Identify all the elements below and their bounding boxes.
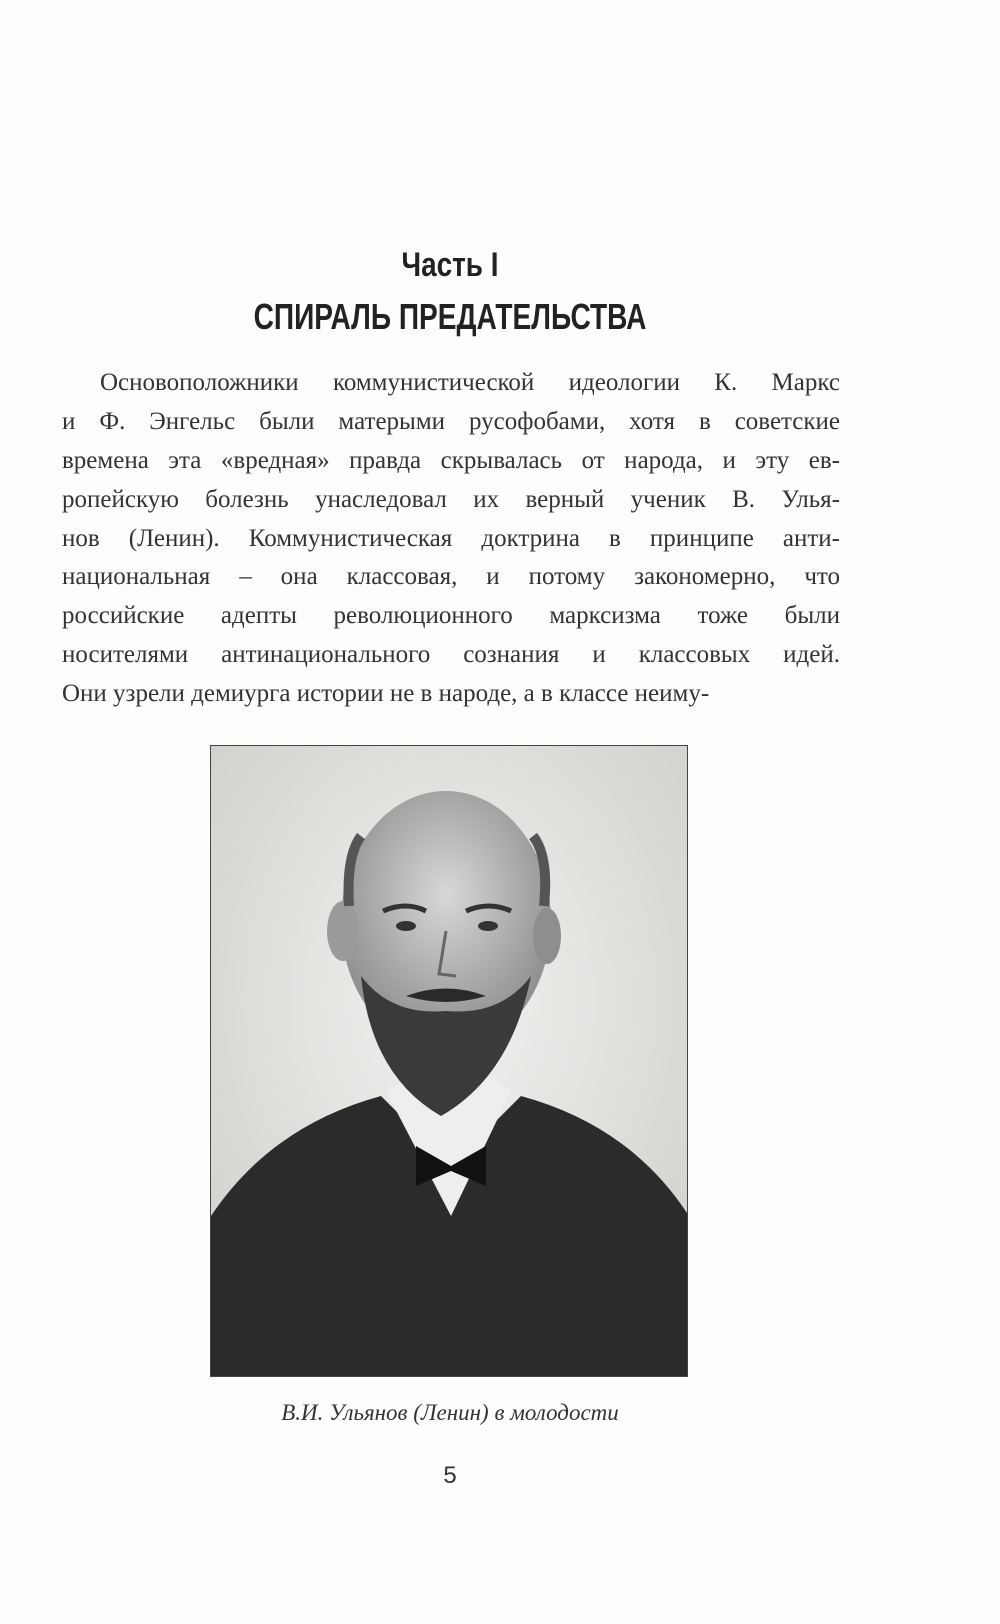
text-line: нов (Ленин). Коммунистическая доктрина в принципе анти- — [62, 524, 840, 552]
figure-caption: В.И. Ульянов (Ленин) в молодости — [281, 1400, 619, 1425]
text-line: российские адепты революционного марксизма тоже были — [62, 602, 840, 630]
text-line: Они узрели демиурга истории не в народе, а в классе неиму- — [62, 680, 710, 708]
text-line: носителями антинационального сознания и классовых идей. — [62, 641, 840, 669]
text-line: ропейскую болезнь унаследовал их верный ученик В. Улья- — [62, 485, 840, 513]
portrait-image — [211, 746, 688, 1377]
portrait-photo — [210, 745, 688, 1377]
part-heading: Часть I — [401, 246, 499, 284]
chapter-title: СПИРАЛЬ ПРЕДАТЕЛЬСТВА — [253, 296, 647, 337]
page-number: 5 — [443, 1462, 457, 1489]
text-line: и Ф. Энгельс были матерыми русофобами, хотя в советские — [62, 407, 840, 435]
text-line: Основоположники коммунистической идеологии К. Маркс — [100, 369, 840, 396]
text-line: времена эта «вредная» правда скрывалась от народа, и эту ев- — [62, 446, 840, 474]
text-line: национальная – она классовая, и потому закономерно, что — [62, 563, 840, 591]
body-paragraph — [62, 364, 840, 714]
